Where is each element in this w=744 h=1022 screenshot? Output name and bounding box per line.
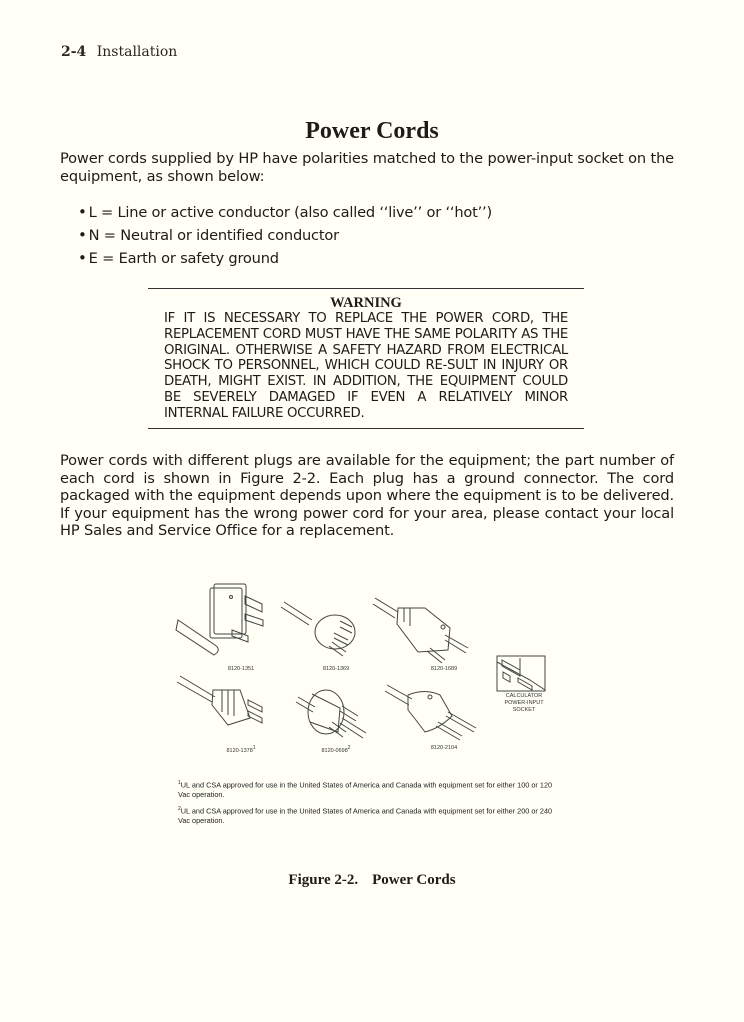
part-number-8120-1351: 8120-1351 [227,666,255,672]
part-number-8120-2104: 8120-2104 [430,745,458,751]
figure-footnotes [178,779,558,832]
figure-caption: Figure 2-2. Power Cords [288,872,456,888]
list-item-line: • L = Line or active conductor (also called ‘‘live’’ or ‘‘hot’’) [78,201,492,224]
part-number-8120-1369: 8120-1369 [322,666,350,672]
plug-8120-0698-icon [296,690,366,738]
list-item-neutral: • N = Neutral or identified conductor [78,224,492,247]
section-number: 2-4 [61,44,87,60]
socket-label: CALCULATOR POWER-INPUT SOCKET [504,693,544,713]
page-title: Power Cords [305,118,439,144]
part-number-8120-1689: 8120-1689 [430,666,458,672]
plug-8120-1378-icon [177,676,262,725]
part-number-8120-1378: 8120-1378$^1$ [226,745,256,754]
footnote-1: $^1$UL and CSA approved for use in the United States of America and Canada with equipment set for either 100 or 120 Vac operation. [178,780,553,799]
plug-8120-1351-icon [176,584,263,655]
footnote-2: $^2$UL and CSA approved for use in the United States of America and Canada with equipment set for either 200 or 240 Vac operation. [178,806,553,826]
list-item-earth: • E = Earth or safety ground [78,247,492,270]
intro-paragraph: Power cords supplied by HP have polarities matched to the power-input socket on the equipment, as shown below: [60,150,674,185]
calculator-socket-icon [497,656,545,691]
plug-8120-1689-icon [373,598,468,663]
warning-body: IF IT IS NECESSARY TO REPLACE THE POWER CORD, THE REPLACEMENT CORD MUST HAVE THE SAME POLARITY AS THE ORIGINAL. OTHERWISE A SAFETY HAZARD FROM ELECTRICAL SHOCK TO PERSONNEL, WHICH COULD RE-SULT IN INJURY OR DEATH, MIGHT EXIST. IN ADDITION, THE EQUIPMENT COULD BE SEVERELY DAMAGED IF EVEN A RELATIVELY MINOR INTERNAL FAILURE OCCURRED. [164,311,568,421]
warning-title: WARNING [330,295,402,311]
body-paragraph: Power cords with different plugs are available for the equipment; the part number of each cord is shown in Figure 2-2. Each plug has a ground connector. The cord packaged with the equipment depends upon where the equipment is to be delivered. If your equipment has the wrong power cord for your area, please contact your local HP Sales and Service Office for a replacement. [60,452,674,539]
section-title: Installation [96,44,178,60]
part-number-8120-0698: 8120-0698$^2$ [321,745,351,754]
plug-8120-2104-icon [385,685,476,740]
plug-8120-1369-icon [281,602,355,656]
